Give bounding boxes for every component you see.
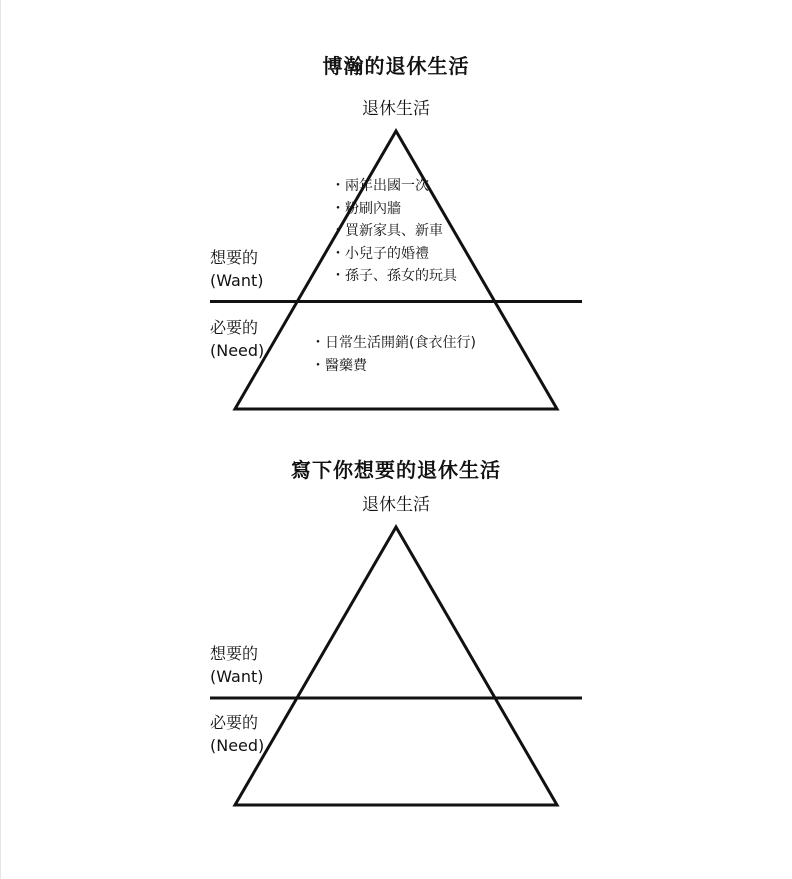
diagram1-apex-label: 退休生活 [362, 99, 430, 119]
diagram2-want-label [210, 642, 264, 688]
want-item: ・小兒子的婚禮 [331, 245, 429, 262]
diagram1-need-label [210, 316, 264, 362]
need-label-en: (Need) [210, 736, 265, 755]
want-label-zh: 想要的 [210, 644, 259, 663]
diagram2-pyramid [210, 527, 582, 805]
want-item: ・兩年出國一次 [331, 178, 429, 194]
diagram1-need-items [311, 332, 476, 377]
want-item: ・買新家具、新車 [331, 223, 443, 239]
want-label-en: (Want) [210, 271, 264, 290]
need-label-zh: 必要的 [210, 713, 259, 732]
need-label-en: (Need) [210, 341, 265, 360]
diagram1-want-label [210, 246, 264, 292]
want-label-en: (Want) [210, 667, 264, 686]
need-item: ・日常生活開銷(食衣住行) [311, 335, 476, 351]
diagram2-apex-label: 退休生活 [362, 495, 430, 515]
diagram2-triangle [235, 527, 557, 805]
want-item: ・粉刷內牆 [331, 200, 401, 217]
diagram2-title: 寫下你想要的退休生活 [291, 458, 501, 482]
diagram2-need-label [210, 711, 264, 757]
diagram1-want-items [331, 175, 457, 288]
want-label-zh: 想要的 [210, 248, 259, 267]
need-label-zh: 必要的 [210, 318, 259, 337]
want-item: ・孫子、孫女的玩具 [331, 268, 457, 284]
need-item: ・醫藥費 [311, 357, 367, 374]
diagram1-title: 博瀚的退休生活 [322, 54, 470, 78]
